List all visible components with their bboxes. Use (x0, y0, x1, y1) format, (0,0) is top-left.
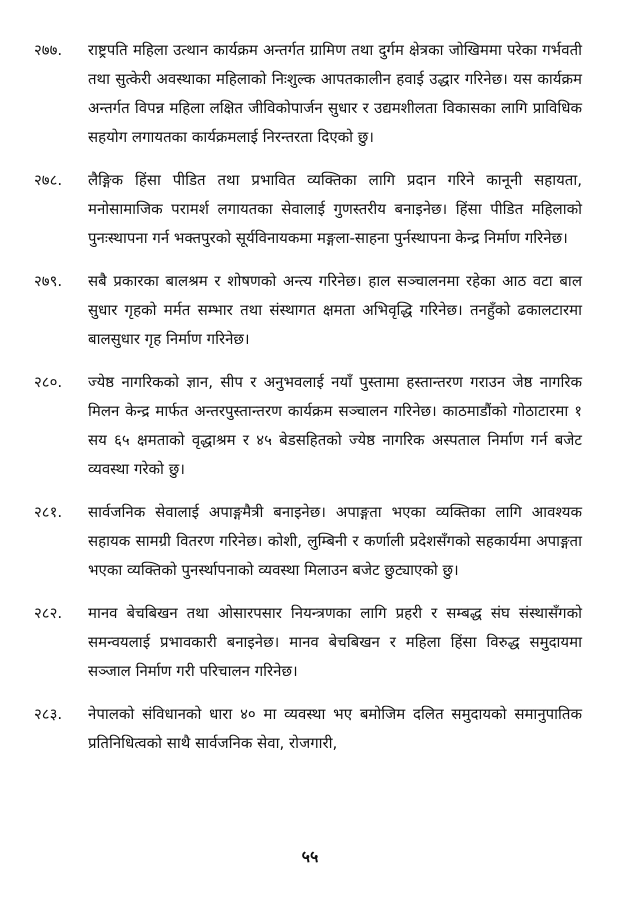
paragraph-text: नेपालको संविधानको धारा ४० मा व्यवस्था भए बमोजिम दलित समुदायको समानुपातिक प्रतिनिधित्वको साथै सार्वजनिक सेवा, रोजगारी, (88, 705, 582, 752)
paragraph-277 (34, 36, 582, 152)
paragraph-283 (34, 700, 582, 758)
paragraph-text: मानव बेचबिखन तथा ओसारपसार नियन्त्रणका लागि प्रहरी र सम्बद्ध संघ संस्थासँगको समन्वयलाई प्रभावकारी बनाइनेछ। मानव बेचबिखन र महिला हिंसा विरुद्ध समुदायमा सञ्जाल निर्माण गरी परिचालन गरिनेछ। (88, 604, 582, 680)
paragraph-281 (34, 498, 582, 585)
paragraph-text: सार्वजनिक सेवालाई अपाङ्गमैत्री बनाइनेछ। अपाङ्गता भएका व्यक्तिका लागि आवश्यक सहायक सामग्री वितरण गरिनेछ। कोशी, लुम्बिनी र कर्णाली प्रदेशसँगको सहकार्यमा अपाङ्गता भएका व्यक्तिको पुनर्स्थापनाको व्यवस्था मिलाउन बजेट छुट्याएको छु। (88, 503, 582, 579)
paragraph-number: २८३. (34, 705, 63, 723)
paragraph-number: २७७. (34, 41, 63, 59)
paragraph-282 (34, 599, 582, 686)
page-number: ५५ (301, 847, 319, 866)
paragraph-279 (34, 267, 582, 354)
paragraph-number: २७८. (34, 171, 63, 189)
paragraph-list (34, 36, 582, 772)
paragraph-number: २८०. (34, 373, 63, 391)
paragraph-278 (34, 166, 582, 253)
paragraph-text: लैङ्गिक हिंसा पीडित तथा प्रभावित व्यक्तिका लागि प्रदान गरिने कानूनी सहायता, मनोसामाजिक परामर्श लगायतका सेवालाई गुणस्तरीय बनाइनेछ। हिंसा पीडित महिलाको पुनःस्थापना गर्न भक्तपुरको सूर्यविनायकमा मङ्गला-साहना पुर्नस्थापना केन्द्र निर्माण गरिनेछ। (88, 171, 582, 247)
paragraph-280 (34, 368, 582, 484)
paragraph-text: ज्येष्ठ नागरिकको ज्ञान, सीप र अनुभवलाई नयाँ पुस्तामा हस्तान्तरण गराउन जेष्ठ नागरिक मिलन केन्द्र मार्फत अन्तरपुस्तान्तरण कार्यक्रम सञ्चालन गरिनेछ। काठमाडौंको गोठाटारमा १ सय ६५ क्षमताको वृद्धाश्रम र ४५ बेडसहितको ज्येष्ठ नागरिक अस्पताल निर्माण गर्न बजेट व्यवस्था गरेको छु। (88, 373, 582, 478)
paragraph-number: २८२. (34, 604, 63, 622)
paragraph-text: राष्ट्रपति महिला उत्थान कार्यक्रम अन्तर्गत ग्रामिण तथा दुर्गम क्षेत्रका जोखिममा परेका गर्भवती तथा सुत्केरी अवस्थाका महिलाको निःशुल्क आपतकालीन हवाई उद्धार गरिनेछ। यस कार्यक्रम अन्तर्गत विपन्न महिला लक्षित जीविकोपार्जन सुधार र उद्यमशीलता विकासका लागि प्राविधिक सहयोग लगायतका कार्यक्रमलाई निरन्तरता दिएको छु। (88, 41, 582, 146)
paragraph-number: २८१. (34, 503, 63, 521)
paragraph-number: २७९. (34, 272, 63, 290)
paragraph-text: सबै प्रकारका बालश्रम र शोषणको अन्त्य गरिनेछ। हाल सञ्चालनमा रहेका आठ वटा बाल सुधार गृहको मर्मत सम्भार तथा संस्थागत क्षमता अभिवृद्धि गरिनेछ। तनहुँको ढकालटारमा बालसुधार गृह निर्माण गरिनेछ। (88, 272, 582, 348)
